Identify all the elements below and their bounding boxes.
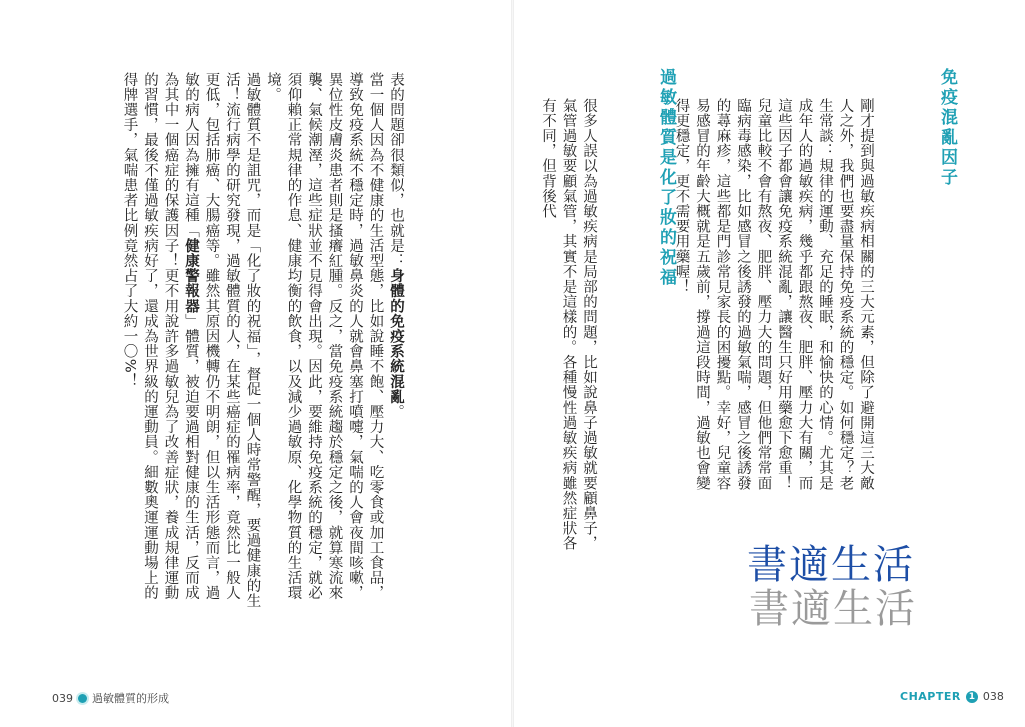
right-paragraph-3	[540, 98, 640, 554]
right-paragraphs-1-2	[673, 98, 917, 498]
chapter-number-badge: 1	[966, 691, 978, 703]
paragraph-disguised-blessing	[119, 72, 263, 614]
watermark-logo-gray: 書適生活	[749, 586, 917, 632]
continuation-text: 表的問題卻很類似，也就是：	[388, 72, 404, 269]
paragraph-three-elements: 剛才提到與過敏疾病相關的三大元素，但除了避開這三大敵人之外，我們也要盡量保持免疫系統的穩定。如何穩定？老生常談：規律的運動、充足的睡眠，和愉快的心情。尤其是成年人的過敏疾病，幾乎都跟熬夜、肥胖、壓力大有關，而這些因子都會讓免疫系統混亂，讓醫生只好用藥愈下愈重！	[776, 98, 874, 491]
chapter-label: CHAPTER	[900, 690, 961, 703]
watermark-logo-blue: 書適生活	[747, 542, 915, 588]
left-page-footer	[52, 690, 169, 706]
right-page-footer	[900, 690, 1004, 703]
immune-chaos-emphasis: 身體的免疫系統混亂	[388, 268, 404, 405]
left-running-title: 過敏體質的形成	[92, 692, 169, 705]
paragraph-misconception: 很多人誤以為過敏疾病是局部的問題，比如說鼻子過敏就要顧鼻子，氣管過敏要顧氣管，其實不是這樣的。各種慢性過敏疾病雖然症狀各有不同，但背後代	[540, 98, 597, 551]
health-alarm-emphasis: 健康警報器	[183, 238, 199, 314]
bullet-dot-icon	[78, 694, 87, 703]
paragraph-unhealthy-lifestyle: 當一個人因為不健康的生活型態，比如說睡不飽、壓力大、吃零食或加工食品，導致免疫系統不穩定時，過敏鼻炎的人就會鼻塞打噴嚏，氣喘的人會夜間咳嗽，異位性皮膚炎患者則是搔癢紅腫。反之，當免疫系統趨於穩定之後，就算寒流來襲、氣候潮溼，這些症狀並不見得會出現。因此，要維持免疫系統的穩定，就必須仰賴正常規律的作息、健康均衡的飲食，以及減少過敏原、化學物質的生活環境。	[265, 72, 384, 601]
blessing-text-end: 」體質，被迫要過相對健康的生活，反而成為其中一個癌症的保護因子！更不用說許多過敏兒為了改善症狀，養成規律運動的習慣，最後不僅過敏疾病好了，還成為世界級的運動員。細數奧運運動場上的得牌選手，氣喘患者比例竟然占了大約一〇%！	[121, 72, 199, 601]
left-paragraphs	[95, 72, 447, 614]
section-heading-blessing: 過敏體質是化了妝的祝福	[656, 68, 676, 288]
paragraph-continuation	[386, 72, 407, 614]
paragraph-children-infection: 兒童比較不會有熬夜、肥胖、壓力大的問題，但他們常常面臨病毒感染，比如感冒之後誘發的過敏氣喘，感冒之後誘發的蕁麻疹，這些都是門診常見家長的困擾點。幸好，兒童容易感冒的年齡大概就是五歲前，撐過這段時間，過敏也會變得更穩定，更不需要用藥喔！	[673, 98, 772, 491]
blessing-text-start: 過敏體質不是詛咒，而是「化了妝的祝福」，督促一個人時常警醒，要過健康的生活！流行病學的研究發現，過敏體質的人，在某些癌症的罹病率，竟然比一般人更低，包括肺癌、大腸癌等。雖然其原因機轉仍不明朗，但以生活形態而言，過敏的病人因為擁有這種「	[183, 72, 261, 609]
left-page-number: 039	[52, 691, 73, 705]
section-heading-immune-chaos: 免疫混亂因子	[937, 68, 957, 188]
continuation-end: 。	[388, 404, 404, 420]
right-page-number: 038	[982, 690, 1004, 703]
